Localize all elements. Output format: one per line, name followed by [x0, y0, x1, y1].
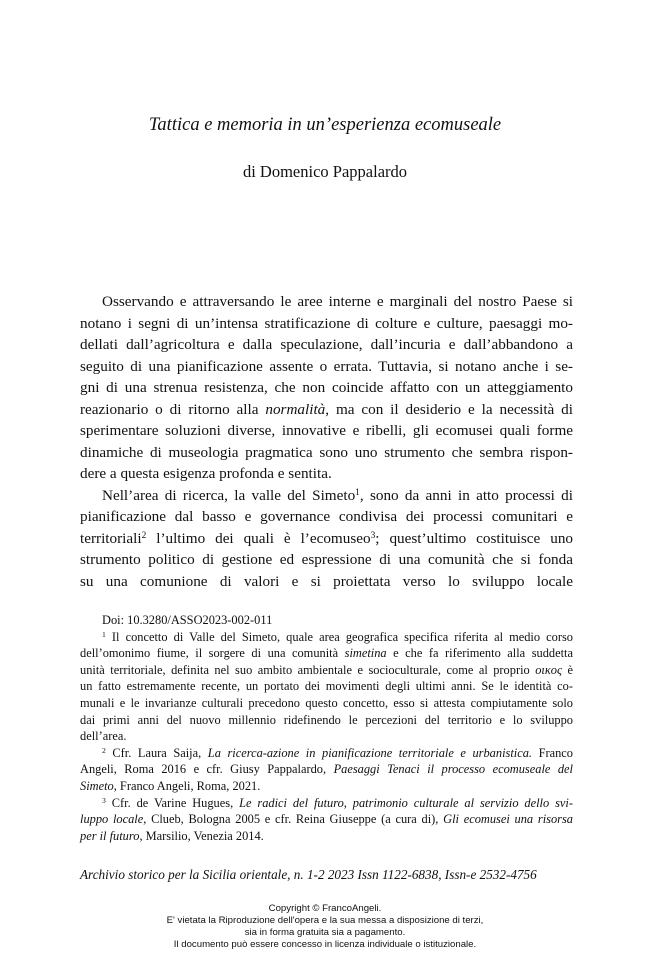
emphasis-simetina: simetina [344, 646, 387, 661]
footnote-ref-2[interactable]: 2 [141, 530, 147, 541]
copyright-line: Il documento può essere concesso in licenza individuale o istituzionale. [173, 939, 477, 950]
body-line: su una comunione di valori e si proiettata verso lo sviluppo locale [80, 572, 573, 590]
body-line: sperimentare soluzioni diverse, innovative e ribelli, gli ecomusei quali forme [80, 422, 573, 439]
footnote-number: 1 [102, 629, 106, 639]
footnote-ref-1[interactable]: 1 [355, 487, 360, 498]
body-text: territoriali [80, 529, 142, 547]
article-body [80, 291, 573, 592]
footnote-text: Clueb, Bologna 2005 e cfr. Reina Giuseppe (a cura di), [146, 812, 444, 827]
footnote-text: Cfr. de Varine Hugues, [105, 795, 240, 810]
citation-title: luppo locale, [80, 812, 147, 827]
body-line [80, 399, 573, 421]
citation-title: Simeto [80, 778, 114, 793]
footnote-line [80, 795, 573, 812]
body-line: dere a questa esigenza profonda e sentita. [80, 465, 332, 482]
footnote-text: , Marsilio, Venezia 2014. [139, 828, 264, 843]
body-text: , sono da anni in atto processi di [359, 486, 573, 504]
article-title: Tattica e memoria in un’esperienza ecomuseale [148, 115, 502, 135]
body-text: l’ultimo dei quali è l’ecomuseo [146, 529, 371, 547]
citation-title: per il futuro [80, 828, 140, 843]
body-line [80, 528, 573, 550]
footnote-ref-3[interactable]: 3 [370, 530, 376, 541]
body-line: dinamiche di museologia pragmatica sono uno strumento che sembra rispon- [80, 443, 573, 461]
emphasis-oikos: οικος [535, 662, 563, 677]
body-line: Osservando e attraversando le aree interne e marginali del nostro Paese si [102, 293, 573, 310]
footnote-line [80, 645, 573, 662]
footnote-line [80, 662, 573, 679]
copyright-line: Copyright © FrancoAngeli. [268, 903, 382, 914]
footnote-line [80, 745, 573, 762]
body-text: Nell’area di ricerca, la valle del Simeto [102, 486, 356, 504]
footnote-line: un fatto estremamente recente, un portato dei movimenti degli ultimi anni. Se le identità co- [80, 679, 573, 694]
body-text: ; quest’ultimo costituisce uno [375, 529, 574, 547]
body-line: gni di una strenua resistenza, che non coincide affatto con un atteggiamento [80, 379, 573, 396]
article-author: di Domenico Pappalardo [242, 162, 408, 181]
copyright-line: E' vietata la Riproduzione dell'opera e la sua messa a disposizione di terzi, [166, 915, 484, 926]
citation-title: Le radici del futuro, patrimonio culturale al servizio dello svi- [239, 795, 573, 810]
footnote-text: Angeli, Roma 2016 e cfr. Giusy Pappalardo, [80, 762, 334, 777]
footnotes [80, 612, 573, 844]
footnote-3 [80, 795, 573, 845]
body-text: reazionario o di ritorno alla [80, 400, 266, 418]
copyright-notice [0, 903, 650, 951]
doi: Doi: 10.3280/ASSO2023-002-011 [102, 613, 273, 627]
footnote-line [80, 828, 573, 845]
footnote-line: munali e le invarianze culturali precedono questo concetto, esso si attesta compiutamente solo [80, 695, 573, 710]
footnote-text: unità territoriale, definita nel suo ambito ambientale e socioculturale, come al proprio [80, 662, 536, 677]
paragraph-1 [80, 291, 573, 485]
citation-title: La ricerca-azione in pianificazione territoriale e urbanistica. [207, 745, 533, 760]
footnote-text: Franco [532, 745, 573, 760]
body-line: notano i segni di un’intensa stratificazione di colture e culture, paesaggi mo- [80, 314, 573, 332]
footnote-number: 3 [102, 795, 106, 805]
journal-citation: Archivio storico per la Sicilia orientale, n. 1-2 2023 Issn 1122-6838, Issn-e 2532-4756 [80, 867, 537, 882]
footnote-number: 2 [102, 745, 106, 755]
footnote-text: dell’omonimo fiume, il sorgere di una comunità [80, 646, 345, 661]
footnote-1 [80, 629, 573, 745]
citation-title: Paesaggi Tenaci il processo ecomuseale del [333, 762, 573, 777]
body-line: seguito di una pianificazione assente o errata. Tuttavia, si notano anche i se- [80, 357, 573, 375]
footnote-text: è [562, 662, 573, 677]
copyright-line: sia in forma gratuita sia a pagamento. [244, 927, 406, 938]
body-line: dellati dall’agricoltura e dalla speculazione, dall’incuria e dall’abbandono a [80, 336, 573, 353]
footnote-text: e che fa riferimento alla suddetta [386, 646, 573, 661]
footnote-line: dell’area. [80, 729, 127, 744]
body-text: , ma con il desiderio e la necessità di [325, 400, 573, 418]
paragraph-2 [80, 485, 573, 593]
footnote-text: Cfr. Laura Saija, [105, 745, 208, 760]
footnote-line [80, 629, 573, 646]
footnote-line [80, 778, 573, 795]
footnote-text: Il concetto di Valle del Simeto, quale area geografica specifica riferita al medio corso [105, 629, 573, 644]
emphasis-normalita: normalità [265, 400, 326, 418]
citation-title: Gli ecomusei una risorsa [443, 812, 573, 827]
footnote-text: , Franco Angeli, Roma, 2021. [113, 778, 261, 793]
body-line [80, 485, 573, 507]
footnote-2 [80, 745, 573, 795]
body-line: pianificazione dal basso e governance condivisa dei processi comunitari e [80, 508, 573, 525]
body-line: strumento politico di gestione ed espressione di una comunità che si fonda [80, 551, 573, 568]
footnote-line [80, 811, 573, 828]
footnote-line: dai primi anni del nuovo millennio ridefinendo le percezioni del territorio e lo sviluppo [80, 712, 573, 727]
footnote-line [80, 761, 573, 778]
